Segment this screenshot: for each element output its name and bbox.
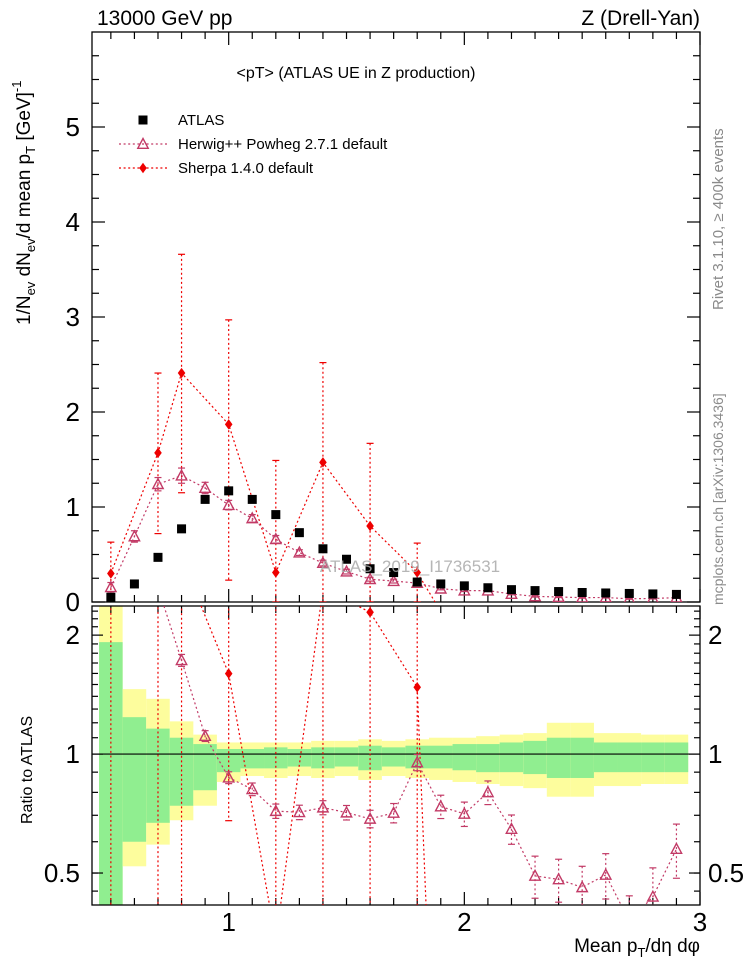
atlas-data-marker <box>201 495 210 504</box>
ratio-tick-label: 0.5 <box>708 858 745 889</box>
x-tick-label: 1 <box>221 907 236 937</box>
band-inner <box>500 742 524 772</box>
herwig-data-marker <box>388 807 398 817</box>
band-inner <box>547 738 571 778</box>
ratio-tick-label: 1 <box>65 739 80 770</box>
x-tick-label: 2 <box>457 907 472 937</box>
herwig-data-marker <box>129 531 139 541</box>
y-tick-label: 1 <box>65 492 80 522</box>
band-inner <box>382 747 406 766</box>
herwig-data-marker <box>247 513 257 523</box>
y-tick-label: 2 <box>65 397 80 427</box>
atlas-data-marker <box>295 528 304 537</box>
rivet-version-note: Rivet 3.1.10, ≥ 400k events <box>710 128 727 310</box>
atlas-data-marker <box>130 579 139 588</box>
mcplots-arxiv-note: mcplots.cern.ch [arXiv:1306.3436] <box>710 393 726 605</box>
x-axis-label <box>574 936 700 960</box>
band-inner <box>665 742 689 772</box>
ratio-tick-label: 0.5 <box>43 858 80 889</box>
sherpa-data-marker <box>272 567 280 577</box>
band-inner <box>641 742 665 772</box>
ratio-axis-label: Ratio to ATLAS <box>19 715 36 824</box>
herwig-data-marker <box>223 500 233 510</box>
plot-title: <pT> (ATLAS UE in Z production) <box>236 65 476 82</box>
ratio-tick-label: 2 <box>65 620 80 651</box>
atlas-data-marker <box>153 553 162 562</box>
atlas-data-marker <box>672 590 681 599</box>
herwig-data-marker <box>341 807 351 817</box>
sherpa-data-marker <box>366 607 374 617</box>
atlas-data-marker <box>625 589 634 598</box>
atlas-data-marker <box>224 486 233 495</box>
herwig-data-marker <box>483 787 493 797</box>
atlas-data-marker <box>106 593 115 602</box>
y-tick-label: 3 <box>65 302 80 332</box>
band-inner <box>335 747 359 766</box>
band-inner <box>618 742 642 772</box>
band-inner <box>570 738 594 778</box>
band-inner <box>240 749 264 768</box>
ratio-tick-label: 2 <box>708 620 723 651</box>
sherpa-data-marker <box>178 553 186 563</box>
herwig-data-marker <box>294 547 304 557</box>
header-process: Z (Drell-Yan) <box>581 7 700 30</box>
herwig-data-marker <box>506 824 516 834</box>
herwig-data-marker <box>153 582 163 592</box>
atlas-data-marker <box>413 578 422 587</box>
herwig-data-marker <box>318 802 328 812</box>
atlas-data-marker <box>318 544 327 553</box>
atlas-data-marker <box>483 583 492 592</box>
analysis-watermark: ATLAS_2019_I1736531 <box>319 557 501 576</box>
y-tick-label: 5 <box>65 112 80 142</box>
herwig-data-marker <box>388 576 398 586</box>
sherpa-data-marker <box>413 682 421 692</box>
herwig-data-marker <box>271 806 281 816</box>
sherpa-data-marker <box>107 568 115 578</box>
herwig-data-marker <box>671 844 681 854</box>
band-inner <box>99 642 123 905</box>
x-axis-label-text: Mean $p_T/d\eta$ dφ <box>574 936 700 960</box>
band-inner <box>429 746 453 769</box>
atlas-data-marker <box>460 581 469 590</box>
herwig-data-marker <box>271 534 281 544</box>
series-herwig <box>106 468 682 603</box>
main-y-axis-label <box>9 81 38 326</box>
band-inner <box>288 749 312 767</box>
atlas-data-marker <box>507 585 516 594</box>
herwig-data-marker <box>106 582 116 592</box>
band-inner <box>146 729 170 823</box>
band-inner <box>123 717 147 842</box>
herwig-data-marker <box>176 655 186 665</box>
atlas-data-marker <box>578 588 587 597</box>
band-inner <box>523 741 547 774</box>
ratio-uncertainty-bands <box>92 606 700 905</box>
sherpa-data-marker <box>154 448 162 458</box>
y-tick-label: 4 <box>65 207 80 237</box>
legend-label-herwig: Herwig++ Powheg 2.7.1 default <box>178 136 388 153</box>
herwig-data-marker <box>176 470 186 480</box>
herwig-data-marker <box>153 479 163 489</box>
atlas-data-marker <box>271 510 280 519</box>
band-inner <box>594 742 618 772</box>
atlas-data-marker <box>177 524 186 533</box>
herwig-data-marker <box>648 891 658 901</box>
sherpa-data-marker <box>139 163 147 173</box>
band-inner <box>476 744 500 772</box>
ratio-panel-series <box>106 328 682 972</box>
atlas-data-marker <box>248 495 257 504</box>
legend-markers <box>119 116 167 174</box>
main-y-axis-label-text: $1/N_{ev}$ $dN_{ev}/d$ mean $p_T$ [GeV]$^{-1}$ <box>9 80 38 325</box>
herwig-data-marker <box>577 882 587 892</box>
herwig-data-marker <box>436 801 446 811</box>
sherpa-data-marker <box>225 668 233 678</box>
header-beam-energy: 13000 GeV pp <box>97 7 233 30</box>
sherpa-data-marker <box>107 441 115 451</box>
atlas-data-marker <box>554 587 563 596</box>
atlas-data-marker <box>436 579 445 588</box>
data-series <box>106 254 682 972</box>
y-tick-label: 0 <box>65 587 80 617</box>
atlas-data-marker <box>531 586 540 595</box>
band-inner <box>453 744 477 770</box>
herwig-data-marker <box>530 870 540 880</box>
herwig-data-marker <box>601 869 611 879</box>
herwig-data-marker <box>200 483 210 493</box>
atlas-data-marker <box>601 588 610 597</box>
sherpa-data-marker <box>366 521 374 531</box>
legend-label-atlas: ATLAS <box>178 112 225 129</box>
atlas-data-marker <box>139 116 148 125</box>
legend-label-sherpa: Sherpa 1.4.0 default <box>178 160 314 177</box>
sherpa-data-marker <box>154 542 162 552</box>
ratio-tick-label: 1 <box>708 739 723 770</box>
herwig-data-marker <box>106 554 116 564</box>
sherpa-data-marker <box>272 936 280 946</box>
herwig-data-marker <box>624 916 634 926</box>
x-tick-label: 3 <box>692 907 708 937</box>
atlas-data-marker <box>648 589 657 598</box>
